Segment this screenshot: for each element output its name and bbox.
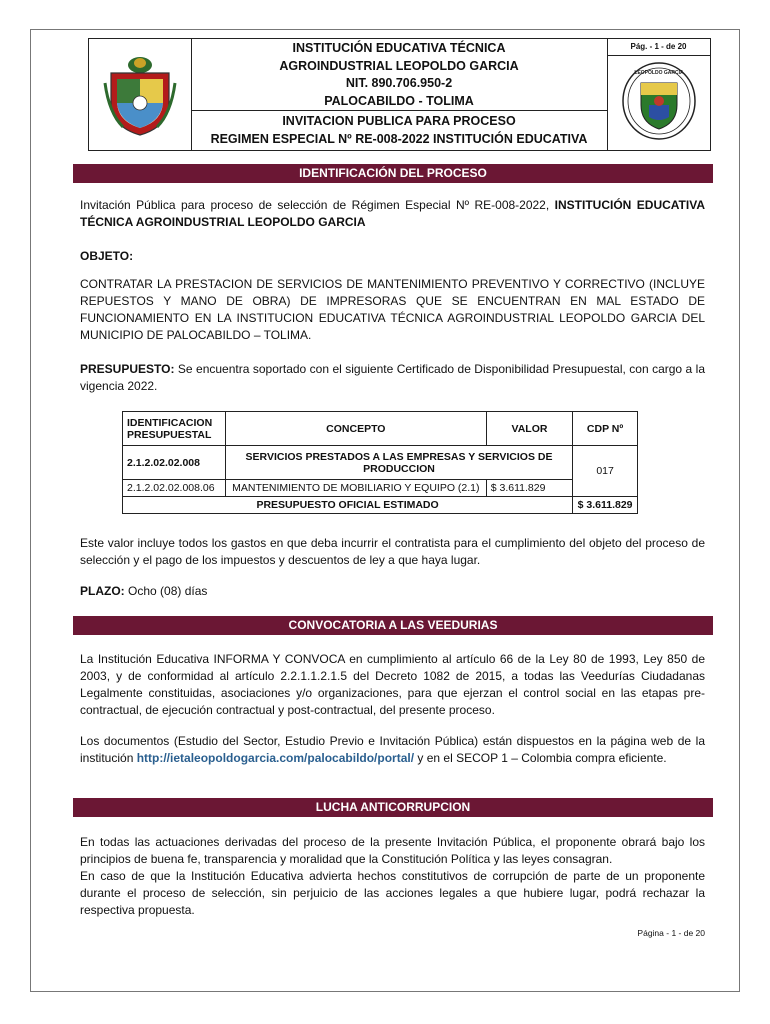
- intro-text: Invitación Pública para proceso de selección de Régimen Especial Nº RE-008-2022,: [80, 198, 555, 212]
- header-identificacion: IDENTIFICACION PRESUPUESTAL: [123, 412, 226, 446]
- budget-table: [122, 411, 638, 514]
- lucha-paragraph-2: En caso de que la Institución Educativa advierta hechos constitutivos de corrupción de parte de un proponente durante el proceso de selección, sin perjuicio de las acciones legales a que hubiere lugar, podrá rechazar la respectiva propuesta.: [80, 869, 705, 917]
- convocatoria-paragraph-2: [80, 733, 705, 767]
- row1-id: 2.1.2.02.02.008: [123, 446, 226, 480]
- process-title: [191, 111, 607, 150]
- school-shield-logo-icon: [103, 53, 177, 137]
- table-row: [123, 480, 638, 497]
- institution-nit: NIT. 890.706.950-2: [345, 76, 453, 90]
- presupuesto-paragraph: [80, 361, 705, 395]
- total-value: $ 3.611.829: [573, 497, 638, 514]
- header-concepto: CONCEPTO: [225, 412, 486, 446]
- document-header: [88, 38, 711, 151]
- header-title-cell: [191, 39, 608, 150]
- plazo-text: Ocho (08) días: [124, 584, 208, 598]
- process-title-line1: INVITACION PUBLICA PARA PROCESO: [282, 114, 516, 128]
- header-valor: VALOR: [486, 412, 572, 446]
- presupuesto-text: Se encuentra soportado con el siguiente Certificado de Disponibilidad Presupuestal, con cargo a la vigencia 2022.: [80, 362, 705, 393]
- institution-name-line1: INSTITUCIÓN EDUCATIVA TÉCNICA: [292, 41, 506, 55]
- intro-institution-name: INSTITUCIÓN EDUCATIVA TÉCNICA AGROINDUSTRIAL LEOPOLDO GARCIA: [80, 198, 705, 229]
- objeto-label: OBJETO:: [80, 249, 134, 263]
- page-number-label: Pág. - 1 - de 20: [607, 39, 710, 56]
- portal-link[interactable]: http://ietaleopoldogarcia.com/palocabildo/portal/: [136, 751, 415, 765]
- lucha-paragraph-1: En todas las actuaciones derivadas del proceso de la presente Invitación Pública, el proponente obrará bajo los principios de buena fe, transparencia y moralidad que la Constitución Política y las leyes consagran.: [80, 835, 705, 866]
- intro-paragraph: [80, 197, 705, 231]
- logo-cell: [89, 39, 192, 150]
- convocatoria-p2-end: y en el SECOP 1 – Colombia compra eficiente.: [414, 751, 667, 765]
- row1-concepto: SERVICIOS PRESTADOS A LAS EMPRESAS Y SERVICIOS DE PRODUCCION: [225, 446, 572, 480]
- section-bar-identificacion: IDENTIFICACIÓN DEL PROCESO: [73, 164, 713, 183]
- crest-text: LEOPOLDO GARCIA: [634, 70, 684, 76]
- header-cdp: CDP Nº: [573, 412, 638, 446]
- plazo-label: PLAZO:: [80, 584, 125, 598]
- row2-valor: $ 3.611.829: [486, 480, 572, 497]
- valor-paragraph: Este valor incluye todos los gastos en que deba incurrir el contratista para el cumplimiento del objeto del proceso de selección y el pago de los impuestos y descuentos de ley a que haya lugar.: [80, 536, 705, 567]
- row2-concepto: MANTENIMIENTO DE MOBILIARIO Y EQUIPO (2.1): [225, 480, 486, 497]
- table-total-row: [123, 497, 638, 514]
- section-bar-lucha: LUCHA ANTICORRUPCION: [73, 798, 713, 817]
- section-bar-convocatoria: CONVOCATORIA A LAS VEEDURIAS: [73, 616, 713, 635]
- total-label: PRESUPUESTO OFICIAL ESTIMADO: [123, 497, 573, 514]
- budget-table-header-row: [123, 412, 638, 446]
- institution-location: PALOCABILDO - TOLIMA: [324, 93, 474, 108]
- page-footer: Página - 1 - de 20: [637, 928, 705, 938]
- institution-title: [191, 39, 607, 111]
- objeto-text: CONTRATAR LA PRESTACION DE SERVICIOS DE MANTENIMIENTO PREVENTIVO Y CORRECTIVO (INCLUYE REPUESTOS Y MANO DE OBRA) DE IMPRESORAS QUE SE ENCUENTRAN EN MAL ESTADO DE FUNCIONAMIENTO EN LA INSTITUCION EDUCATIVA TÉCNICA AGROINDUSTRIAL LEOPOLDO GARCIA DEL MUNICIPIO DE PALOCABILDO – TOLIMA.: [80, 277, 705, 342]
- row2-id: 2.1.2.02.02.008.06: [123, 480, 226, 497]
- table-row: [123, 446, 638, 480]
- institution-crest-icon: [621, 61, 697, 141]
- header-right-cell: [607, 39, 710, 150]
- row1-cdp: 017: [573, 446, 638, 497]
- convocatoria-p2-start: Los documentos (Estudio del Sector, Estudio Previo e Invitación Pública) están dispuestos en la página web de la institución: [80, 734, 705, 765]
- convocatoria-paragraph-1: La Institución Educativa INFORMA Y CONVOCA en cumplimiento al artículo 66 de la Ley 80 de 1993, Ley 850 de 2003, y de conformidad al artículo 2.2.1.1.2.1.5 del Decreto 1082 de 2015, a todas las Veedurías Ciudadanas Legalmente constituidas, asociaciones y/o organizaciones, para que ejerzan el control social en las etapas pre-contractual, de ejecución contractual y post-contractual, del presente proceso.: [80, 652, 705, 717]
- plazo-paragraph: [80, 583, 705, 600]
- process-title-line2: REGIMEN ESPECIAL Nº RE-008-2022 INSTITUCIÓN EDUCATIVA: [210, 131, 588, 146]
- institution-name-line2: AGROINDUSTRIAL LEOPOLDO GARCIA: [279, 58, 519, 73]
- presupuesto-label: PRESUPUESTO:: [80, 362, 175, 376]
